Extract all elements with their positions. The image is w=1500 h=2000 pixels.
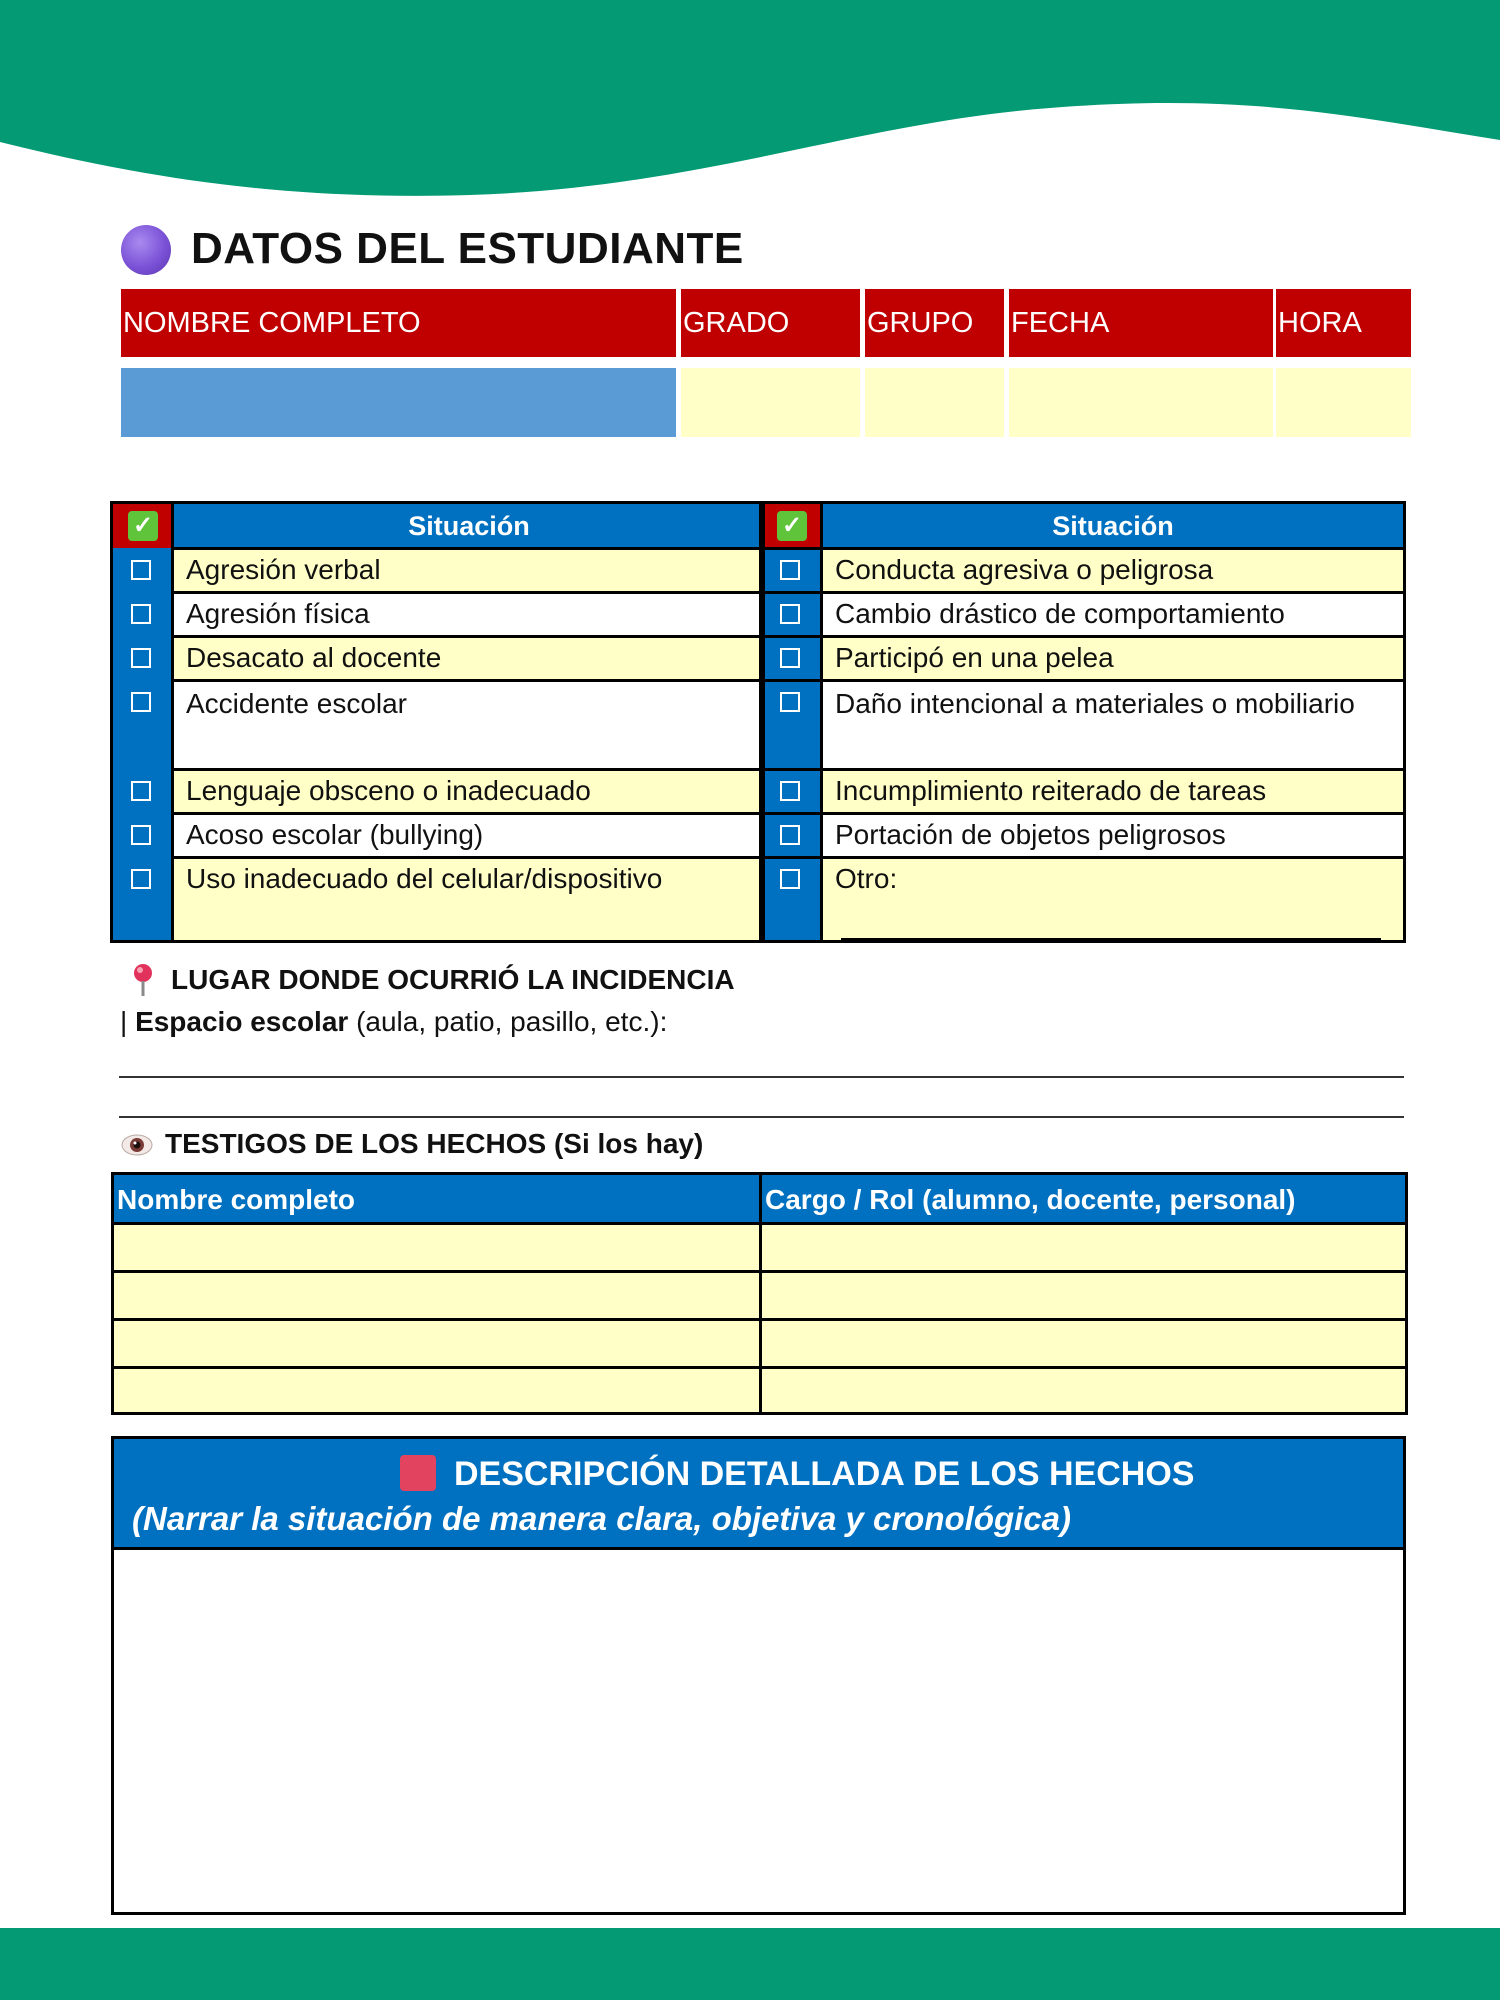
checkbox[interactable] <box>780 648 800 668</box>
input-nombre[interactable] <box>121 368 676 437</box>
left-situation-header: Situación <box>174 504 764 548</box>
col-header-grupo: GRUPO <box>865 289 1004 357</box>
input-grado[interactable] <box>681 368 860 437</box>
grid-line <box>171 591 1403 594</box>
witness-name-cell[interactable] <box>114 1273 759 1318</box>
witness-role-cell[interactable] <box>762 1369 1405 1412</box>
checkbox[interactable] <box>131 560 151 580</box>
location-label-rest: (aula, patio, pasillo, etc.): <box>348 1006 668 1037</box>
checkbox[interactable] <box>131 825 151 845</box>
situation-item: Daño intencional a materiales o mobiliario <box>823 680 1383 769</box>
description-subtitle: (Narrar la situación de manera clara, objetiva y cronológica) <box>132 1500 1072 1537</box>
grid-line <box>171 635 1403 638</box>
checkbox[interactable] <box>780 781 800 801</box>
witnesses-table <box>111 1172 1408 1415</box>
location-input-line[interactable] <box>119 1076 1404 1078</box>
grid-line <box>171 812 1403 815</box>
description-textarea[interactable] <box>114 1550 1403 1912</box>
location-label-bold: Espacio escolar <box>135 1006 349 1037</box>
witness-role-cell[interactable] <box>762 1273 1405 1318</box>
input-hora[interactable] <box>1276 368 1411 437</box>
situation-item: Portación de objetos peligrosos <box>823 813 1403 857</box>
situation-item: Desacato al docente <box>174 636 762 680</box>
checkbox[interactable] <box>131 692 151 712</box>
description-header <box>114 1439 1403 1550</box>
situation-item: Accidente escolar <box>174 680 762 769</box>
situation-item: Uso inadecuado del celular/dispositivo <box>174 857 762 940</box>
grid-line <box>171 547 1403 550</box>
grid-line <box>820 504 823 940</box>
purple-circle-icon <box>121 225 171 275</box>
red-square-icon <box>400 1455 436 1491</box>
situation-item: Agresión física <box>174 592 762 636</box>
grid-line <box>171 504 174 940</box>
witness-name-cell[interactable] <box>114 1321 759 1366</box>
col-header-grado: GRADO <box>681 289 860 357</box>
checkbox[interactable] <box>131 648 151 668</box>
situation-item: Participó en una pelea <box>823 636 1403 680</box>
description-box <box>111 1436 1406 1915</box>
col-header-fecha: FECHA <box>1009 289 1273 357</box>
section-title-location: LUGAR DONDE OCURRIÓ LA INCIDENCIA <box>171 964 735 995</box>
checkbox[interactable] <box>131 604 151 624</box>
input-fecha[interactable] <box>1009 368 1273 437</box>
col-header-nombre: NOMBRE COMPLETO <box>121 289 676 357</box>
grid-line <box>171 679 1403 682</box>
witness-role-cell[interactable] <box>762 1225 1405 1270</box>
witness-name-cell[interactable] <box>114 1225 759 1270</box>
checkbox[interactable] <box>131 869 151 889</box>
situation-item: Agresión verbal <box>174 548 762 592</box>
input-grupo[interactable] <box>865 368 1004 437</box>
pin-icon <box>128 962 158 998</box>
checkbox[interactable] <box>780 604 800 624</box>
checkbox[interactable] <box>780 560 800 580</box>
otro-underline <box>841 938 1381 941</box>
grid-line <box>762 504 765 940</box>
header-wave <box>0 0 1500 200</box>
location-prefix: | <box>120 1006 136 1037</box>
grid-line <box>171 768 1403 771</box>
right-check-header <box>762 504 820 548</box>
eye-icon <box>120 1132 154 1158</box>
situation-table <box>110 501 1406 943</box>
col-header-witness-role: Cargo / Rol (alumno, docente, personal) <box>762 1175 1405 1222</box>
checkbox[interactable] <box>780 869 800 889</box>
situation-item: Acoso escolar (bullying) <box>174 813 762 857</box>
checkbox[interactable] <box>131 781 151 801</box>
section-title-witnesses: TESTIGOS DE LOS HECHOS (Si los hay) <box>165 1128 704 1159</box>
grid-line <box>171 856 1403 859</box>
col-header-witness-name: Nombre completo <box>114 1175 759 1222</box>
situation-item: Incumplimiento reiterado de tareas <box>823 769 1403 813</box>
situation-item: Otro: <box>823 857 1403 940</box>
situation-item: Lenguaje obsceno o inadecuado <box>174 769 762 813</box>
footer-band <box>0 1928 1500 2000</box>
col-header-hora: HORA <box>1276 289 1411 357</box>
situation-item: Conducta agresiva o peligrosa <box>823 548 1403 592</box>
location-input-line[interactable] <box>119 1116 1404 1118</box>
section-title-student: DATOS DEL ESTUDIANTE <box>191 224 744 273</box>
left-check-header <box>113 504 171 548</box>
checkbox[interactable] <box>780 825 800 845</box>
checkbox[interactable] <box>780 692 800 712</box>
location-label <box>120 1006 667 1038</box>
green-check-icon: ✓ <box>128 511 158 541</box>
description-title: DESCRIPCIÓN DETALLADA DE LOS HECHOS <box>454 1455 1195 1493</box>
witness-role-cell[interactable] <box>762 1321 1405 1366</box>
witness-name-cell[interactable] <box>114 1369 759 1412</box>
situation-item: Cambio drástico de comportamiento <box>823 592 1403 636</box>
green-check-icon: ✓ <box>777 511 807 541</box>
right-situation-header: Situación <box>823 504 1403 548</box>
